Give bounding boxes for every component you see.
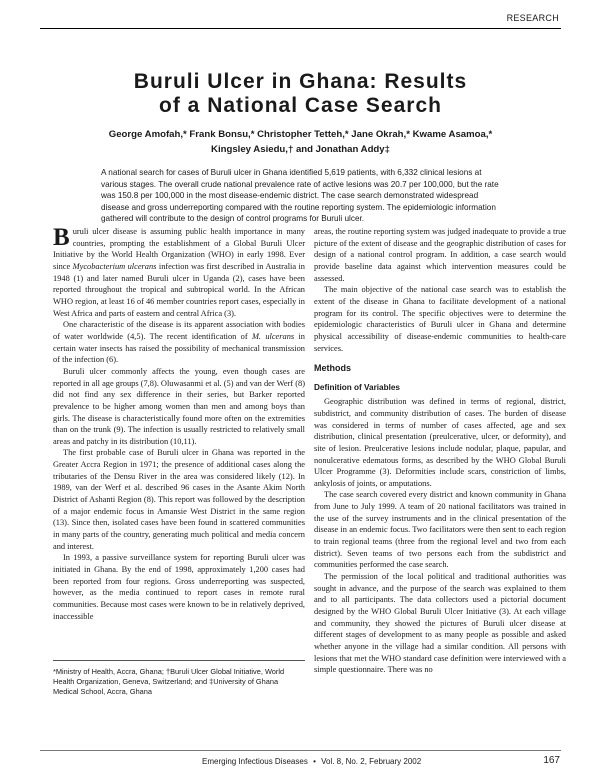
body-paragraph: In 1993, a passive surveillance system for reporting Buruli ulcer was initiated in Ghana. By the end of 1998, approximately 1,200 cases had been reported from four regions. Gross underreporting was suspected, however, as the media continued to report cases in remote rural communities. Because most cases were known to be in relatively deprived, inaccessible [53,553,305,621]
abstract-text: A national search for cases of Buruli ulcer in Ghana identified 5,619 patients, with 6,332 clinical lesions at various stages. The overall crude national prevalence rate of active lesions was 20.7 per 100,000, but the rate was 150.8 per 100,000 in the most disease-endemic district. The case search demonstrated widespread disease and gross underreporting compared with the routine reporting system. The epidemiologic information gathered will contribute to the design of control programs for Buruli ulcer. [101,168,499,224]
author-list [40,127,561,157]
top-rule [40,28,561,29]
body-paragraph: Buruli ulcer commonly affects the young, even though cases are reported in all age groups (7,8). Oluwasanmi et al. (5) and van der Werf (8) did not find any sex difference in their series, but Barker reported prevalence to be higher among women than men and among boys than girls. The disease is characteristically found more often on the extremities than on the trunk (9). The infection is usually restricted to relatively small areas and patchy in its distribution (10,11). [53,366,305,446]
footnote-rule [53,660,305,661]
footer-separator: • [313,757,316,766]
page-number: 167 [543,755,560,766]
body-paragraph: The permission of the local political and traditional authorities was sought in advance, and the purpose of the search was explained to them and to all participants. The data collectors used a pictorial document designed by the WHO Global Buruli Ulcer Initiative (3). At each village and community, they showed the pictures of Buruli ulcer disease at different stages of development to as many people as possible and asked whether anyone in the village had a similar condition. All persons with lesions that met the WHO standard case definition were interviewed with a simple questionnaire. There was no [314,572,566,675]
body-paragraph: Geographic distribution was defined in terms of regional, district, subdistrict, and community distribution of cases. The burden of disease was considered in terms of number of cases affected, age and sex distribution, clinical presentation (preulcerative, ulcer, or deformity), and site of lesion. Preulcerative lesions include nodular, plaque, papular, and nonulcerative edematous forms, as described by the WHO Global Buruli Ulcer Programme (3). Deformities include scars, constriction of limbs, ankylosis of joints, or amputations. [314,397,566,488]
title-line-2: of a National Case Search [159,94,442,117]
drop-cap: B [53,224,70,251]
authors-line-1: George Amofah,* Frank Bonsu,* Christopher Tetteh,* Jane Okrah,* Kwame Asamoa,* [108,129,493,140]
authors-line-2: Kingsley Asiedu,† and Jonathan Addy‡ [211,144,390,155]
article-title [40,70,561,118]
footnote-text: *Ministry of Health, Accra, Ghana; †Buruli Ulcer Global Initiative, World Health Organization, Geneva, Switzerland; and ‡University of Ghana Medical School, Accra, Ghana [53,667,285,697]
journal-name: Emerging Infectious Diseases [202,757,308,766]
body-paragraph: areas, the routine reporting system was judged inadequate to provide a true picture of the extent of disease and the geographic distribution of cases for design of a national control program. In addition, a case search would provide baseline data against which intervention measures could be assessed. [314,227,566,283]
abstract [101,167,501,225]
title-line-1: Buruli Ulcer in Ghana: Results [133,70,468,93]
body-paragraph: The first probable case of Buruli ulcer in Ghana was reported in the Greater Accra Region in 1971; the presence of additional cases along the tributaries of the Densu River in the area was considered likely (12). In 1989, van der Werf et al. described 96 cases in the Asante Akim North District of Ashanti Region (8). This report was followed by the description of a major endemic focus in Amansie West District in the same region (13). Since then, isolated cases have been found in scattered communities in many parts of the country, generating much political and media concern and interest. [53,448,305,551]
section-label: RESEARCH [506,13,559,23]
page-footer [202,757,462,766]
body-paragraph: The main objective of the national case search was to establish the extent of the disease in Ghana to facilitate development of a national program for its control. The specific objectives were to determine the epidemiologic characteristics of Buruli ulcer in Ghana and determine physical accessibility of disease-endemic communities to health-care services. [314,285,566,353]
affiliations-footnote [53,667,305,698]
section-heading-methods: Methods [314,363,351,374]
footer-rule [40,750,561,751]
intro-paragraph: Buruli ulcer disease is assuming public health importance in many countries, prompting the establishment of a Global Buruli Ulcer Initiative by the World Health Organization (WHO) in early 1998. Ever since Mycobacterium ulcerans infection was first described in Australia in 1948 (1) and later named Buruli ulcer in Uganda (2), cases have been reported throughout the tropical and subtropical world. In the African WHO region, at least 16 of 46 member countries report cases, especially in West Africa and parts of eastern and central Africa (3). [53,224,305,318]
body-paragraph: One characteristic of the disease is its apparent association with bodies of water worldwide (4,5). The recent identification of M. ulcerans in certain water insects has raised the possibility of mechanical transmission of the infection (6). [53,320,305,365]
issue-info: Vol. 8, No. 2, February 2002 [321,757,422,766]
right-column [314,226,566,676]
subsection-heading: Definition of Variables [314,383,400,393]
body-paragraph: The case search covered every district and known community in Ghana from June to July 1999. A team of 20 national facilitators was trained in the use of the survey instruments and in the clinical presentation of the disease in an endemic focus. Two facilitators were then sent to each region to train regional teams (three from the regional level and two from each district). Seven teams of two persons each from the subdistrict and communities performed the case search. [314,490,566,570]
